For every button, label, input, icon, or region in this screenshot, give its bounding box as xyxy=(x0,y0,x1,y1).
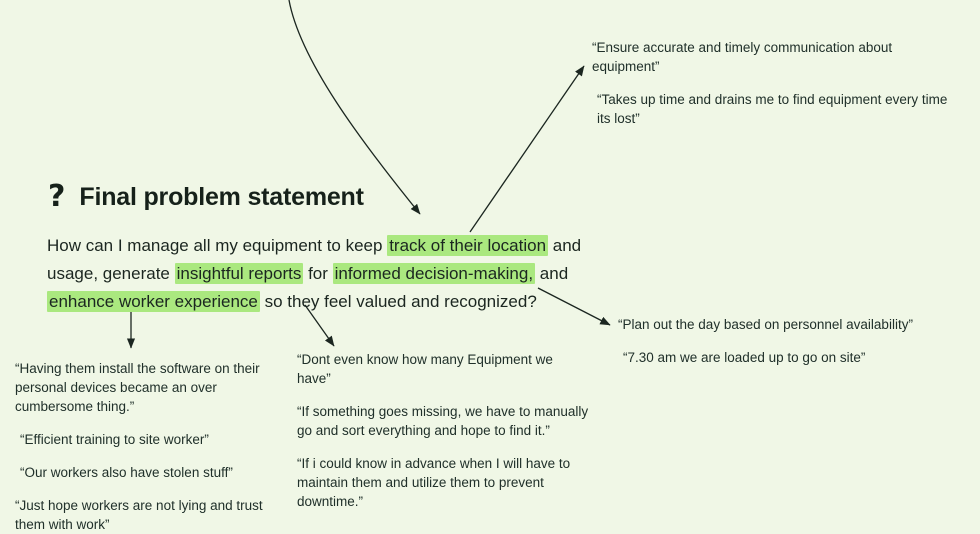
statement-part-2: and usage, generate xyxy=(47,236,582,283)
page-title xyxy=(48,179,364,214)
quote-item: “If i could know in advance when I will have to maintain them and utilize them to prevent downtime.” xyxy=(297,456,571,509)
quote-item: “Takes up time and drains me to find equipment every time its lost” xyxy=(597,92,948,126)
quote-item: “7.30 am we are loaded up to go on site” xyxy=(623,350,866,365)
arrow-to-top-right-path xyxy=(470,66,584,232)
quote-item: “Our workers also have stolen stuff” xyxy=(20,465,233,480)
problem-statement xyxy=(47,232,607,316)
highlight-informed-decision-making: informed decision-making, xyxy=(334,264,534,283)
statement-part-1: How can I manage all my equipment to keep xyxy=(47,236,388,255)
worker-experience-quotes xyxy=(15,359,287,534)
quote-item: “Efficient training to site worker” xyxy=(20,432,209,447)
quote-item: “Just hope workers are not lying and trust them with work” xyxy=(15,498,263,532)
statement-part-4: and xyxy=(535,264,569,283)
question-mark-icon: ? xyxy=(48,179,66,214)
communication-and-time-quotes xyxy=(592,38,960,128)
quote-item: “Plan out the day based on personnel availability” xyxy=(618,317,913,332)
highlight-track-location: track of their location xyxy=(389,236,547,255)
quote-item: “Having them install the software on their personal devices became an over cumbersome thing.” xyxy=(15,361,260,414)
statement-part-3: for xyxy=(303,264,333,283)
highlight-worker-experience: enhance worker experience xyxy=(49,292,258,311)
highlight-insightful-reports: insightful reports xyxy=(176,264,302,283)
quote-item: “Ensure accurate and timely communication about equipment” xyxy=(592,40,893,74)
planning-quotes xyxy=(618,315,928,367)
inventory-quotes xyxy=(297,350,589,511)
page-title-label: Final problem statement xyxy=(79,182,364,211)
quote-item: “If something goes missing, we have to manually go and sort everything and hope to find it.” xyxy=(297,404,589,438)
quote-item: “Dont even know how many Equipment we have” xyxy=(297,352,553,386)
statement-part-5: so they feel valued and recognized? xyxy=(259,292,537,311)
